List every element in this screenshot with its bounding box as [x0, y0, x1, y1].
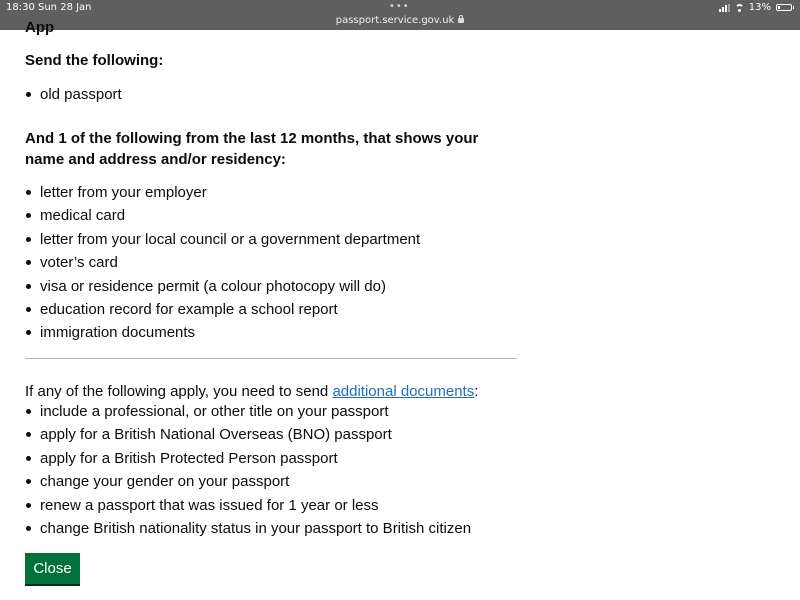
send-following-heading: Send the following:: [25, 52, 164, 69]
additional-documents-link[interactable]: additional documents: [332, 383, 475, 400]
residency-documents-heading: And 1 of the following from the last 12 months, that shows your name and address and/or residency:: [25, 130, 479, 168]
list-item: renew a passport that was issued for 1 year or less: [25, 494, 471, 517]
list-item: change British nationality status in your passport to British citizen: [25, 517, 471, 540]
list-item: letter from your local council or a government department: [25, 228, 420, 251]
list-item: apply for a British National Overseas (BNO) passport: [25, 423, 471, 446]
list-item: education record for example a school report: [25, 298, 420, 321]
additional-conditions-list: [25, 400, 471, 540]
status-time: 18:30: [6, 2, 35, 13]
clipped-heading: App: [25, 19, 55, 36]
list-item: voter’s card: [25, 251, 420, 274]
status-date: Sun 28 Jan: [38, 2, 92, 13]
list-item: letter from your employer: [25, 181, 420, 204]
battery-percent: 13%: [748, 2, 771, 13]
section-divider: [25, 358, 517, 359]
paragraph-colon: :: [474, 383, 479, 400]
list-item: change your gender on your passport: [25, 470, 471, 493]
close-button[interactable]: Close: [25, 553, 80, 584]
address-bar[interactable]: [0, 15, 800, 26]
status-bar: [0, 0, 800, 30]
list-item: include a professional, or other title on your passport: [25, 400, 471, 423]
battery-fill: [778, 6, 780, 9]
list-item: visa or residence permit (a colour photocopy will do): [25, 275, 420, 298]
list-item: apply for a British Protected Person passport: [25, 447, 471, 470]
wifi-icon: [735, 4, 744, 11]
status-indicators: [719, 2, 792, 13]
list-item: immigration documents: [25, 321, 420, 344]
list-item: medical card: [25, 204, 420, 227]
url-text: passport.service.gov.uk: [335, 15, 455, 26]
residency-documents-list: [25, 181, 420, 345]
battery-icon: [776, 4, 792, 11]
lock-icon: [458, 18, 464, 23]
paragraph-text: If any of the following apply, you need to send: [25, 383, 333, 400]
signal-icon: [719, 4, 730, 12]
more-dots-icon[interactable]: •••: [389, 1, 410, 12]
send-list: [25, 83, 122, 106]
additional-documents-paragraph: [25, 381, 478, 402]
list-item: old passport: [25, 83, 122, 106]
